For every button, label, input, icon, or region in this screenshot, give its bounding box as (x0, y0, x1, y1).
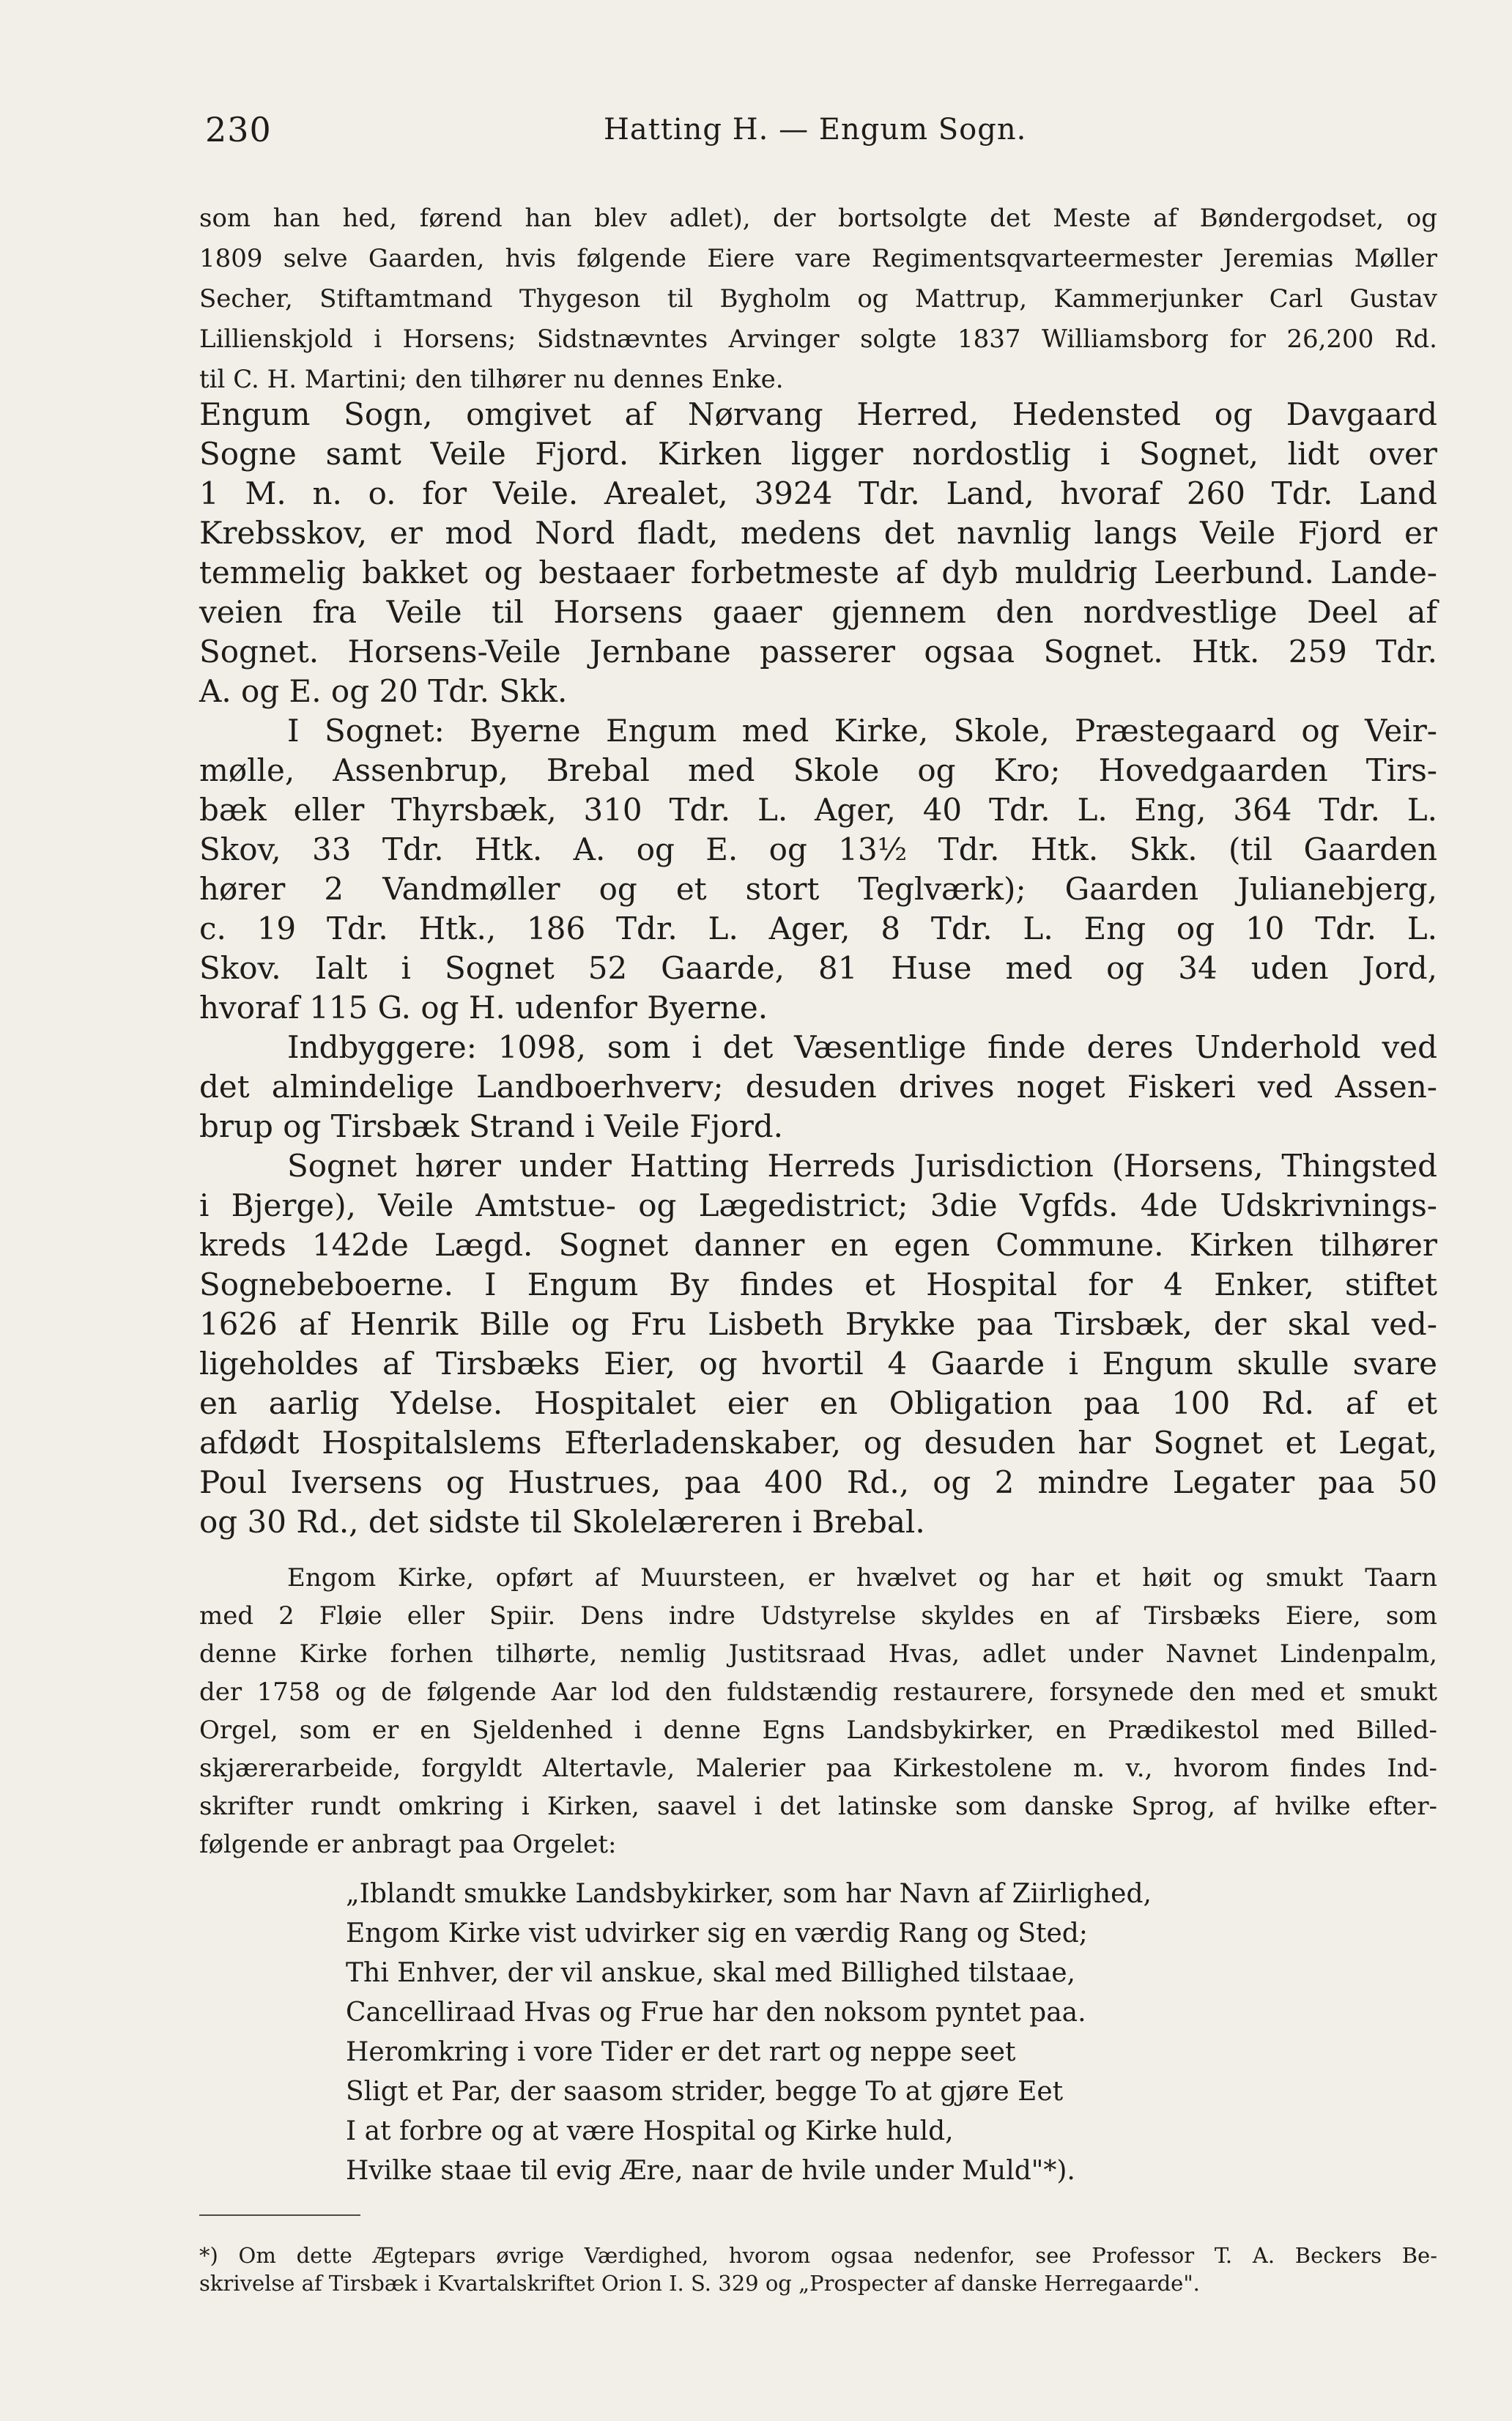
running-head: Hatting H. — Engum Sogn. (604, 113, 1027, 147)
text-line: Skov, 33 Tdr. Htk. A. og E. og 13½ Tdr. Htk. Skk. (til Gaarden (199, 831, 1437, 867)
text-line: der 1758 og de følgende Aar lod den fuldstændig restaurere, forsynede den med et smukt (199, 1677, 1437, 1707)
text-line: Orgel, som er en Sjeldenhed i denne Egns Landsbykirker, en Prædikestol med Billed- (199, 1716, 1437, 1745)
footnote-line: skrivelse af Tirsbæk i Kvartalskriftet Orion I. S. 329 og „Prospecter af danske Herregaarde". (199, 2271, 1200, 2296)
text-line: denne Kirke forhen tilhørte, nemlig Justitsraad Hvas, adlet under Navnet Lindenpalm, (199, 1639, 1437, 1669)
text-line: 1626 af Henrik Bille og Fru Lisbeth Brykke paa Tirsbæk, der skal ved- (199, 1306, 1437, 1342)
text-line: Engom Kirke, opført af Muursteen, er hvælvet og har et høit og smukt Taarn (287, 1563, 1437, 1593)
text-line: afdødt Hospitalslems Efterladenskaber, og desuden har Sognet et Legat, (199, 1425, 1437, 1461)
text-line: Skov. Ialt i Sognet 52 Gaarde, 81 Huse med og 34 uden Jord, (199, 950, 1437, 986)
text-line: det almindelige Landboerhverv; desuden drives noget Fiskeri ved Assen- (199, 1069, 1437, 1105)
text-line: Lillienskjold i Horsens; Sidstnævntes Arvinger solgte 1837 Williamsborg for 26,200 Rd. (199, 325, 1437, 354)
text-line: hører 2 Vandmøller og et stort Teglværk); Gaarden Julianebjerg, (199, 871, 1437, 907)
page-number: 230 (205, 110, 272, 149)
text-line: Sognebeboerne. I Engum By findes et Hospital for 4 Enker, stiftet (199, 1267, 1437, 1302)
text-line: skrifter rundt omkring i Kirken, saavel i det latinske som danske Sprog, af hvilke efter- (199, 1792, 1437, 1821)
poem-line: Thi Enhver, der vil anskue, skal med Billighed tilstaae, (346, 1958, 1075, 1988)
text-line: Sognet. Horsens-Veile Jernbane passerer ogsaa Sognet. Htk. 259 Tdr. (199, 634, 1437, 670)
section-heading-line: Engum Sogn, omgivet af Nørvang Herred, Hedensted og Davgaard (199, 396, 1437, 432)
text-line: og 30 Rd., det sidste til Skolelæreren i Brebal. (199, 1504, 925, 1540)
text-line: veien fra Veile til Horsens gaaer gjennem den nordvestlige Deel af (199, 594, 1437, 630)
text-line: c. 19 Tdr. Htk., 186 Tdr. L. Ager, 8 Tdr. L. Eng og 10 Tdr. L. (199, 911, 1437, 946)
poem-line: Heromkring i vore Tider er det rart og neppe seet (346, 2037, 1016, 2067)
text-line: hvoraf 115 G. og H. udenfor Byerne. (199, 990, 768, 1026)
poem-line: I at forbre og at være Hospital og Kirke huld, (346, 2116, 954, 2146)
text-line: bæk eller Thyrsbæk, 310 Tdr. L. Ager, 40 Tdr. L. Eng, 364 Tdr. L. (199, 792, 1437, 828)
text-line: Sogne samt Veile Fjord. Kirken ligger nordostlig i Sognet, lidt over (199, 436, 1437, 472)
text-line: 1809 selve Gaarden, hvis følgende Eiere vare Regimentsqvarteermester Jeremias Møller (199, 244, 1437, 273)
text-line: Secher, Stiftamtmand Thygeson til Bygholm og Mattrup, Kammerjunker Carl Gustav (199, 284, 1437, 314)
poem-line: Cancelliraad Hvas og Frue har den noksom pyntet paa. (346, 1998, 1086, 2028)
text-line: I Sognet: Byerne Engum med Kirke, Skole, Præstegaard og Veir- (287, 713, 1437, 749)
text-line: ligeholdes af Tirsbæks Eier, og hvortil 4 Gaarde i Engum skulle svare (199, 1346, 1437, 1382)
text-line: temmelig bakket og bestaaer forbetmeste af dyb muldrig Leerbund. Lande- (199, 555, 1437, 590)
text-line: Indbyggere: 1098, som i det Væsentlige finde deres Underhold ved (287, 1029, 1437, 1065)
text-line: A. og E. og 20 Tdr. Skk. (199, 673, 568, 709)
text-line: til C. H. Martini; den tilhører nu dennes Enke. (199, 365, 784, 394)
text-line: brup og Tirsbæk Strand i Veile Fjord. (199, 1108, 784, 1144)
poem-line: Hvilke staae til evig Ære, naar de hvile under Muld"*). (346, 2156, 1075, 2186)
text-line: skjærerarbeide, forgyldt Altertavle, Malerier paa Kirkestolene m. v., hvorom findes Ind- (199, 1754, 1437, 1783)
poem-line: „Iblandt smukke Landsbykirker, som har Navn af Ziirlighed, (346, 1879, 1152, 1909)
footnote-rule (199, 2214, 360, 2216)
text-line: Poul Iversens og Hustrues, paa 400 Rd., og 2 mindre Legater paa 50 (199, 1464, 1437, 1500)
text-line: Sognet hører under Hatting Herreds Jurisdiction (Horsens, Thingsted (287, 1148, 1437, 1184)
text-line: følgende er anbragt paa Orgelet: (199, 1830, 617, 1859)
text-line: 1 M. n. o. for Veile. Arealet, 3924 Tdr. Land, hvoraf 260 Tdr. Land (199, 475, 1437, 511)
text-line: mølle, Assenbrup, Brebal med Skole og Kro; Hovedgaarden Tirs- (199, 752, 1437, 788)
text-line: som han hed, førend han blev adlet), der bortsolgte det Meste af Bøndergodset, og (199, 204, 1437, 233)
text-line: i Bjerge), Veile Amtstue- og Lægedistrict; 3die Vgfds. 4de Udskrivnings- (199, 1187, 1437, 1223)
page-header (199, 110, 1445, 161)
poem-line: Sligt et Par, der saasom strider, begge To at gjøre Eet (346, 2077, 1064, 2107)
text-line: kreds 142de Lægd. Sognet danner en egen Commune. Kirken tilhører (199, 1227, 1437, 1263)
text-line: en aarlig Ydelse. Hospitalet eier en Obligation paa 100 Rd. af et (199, 1385, 1437, 1421)
footnote-line: *) Om dette Ægtepars øvrige Værdighed, hvorom ogsaa nedenfor, see Professor T. A. Beckers Be- (199, 2243, 1437, 2268)
poem-line: Engom Kirke vist udvirker sig en værdig Rang og Sted; (346, 1918, 1088, 1949)
text-line: Krebsskov, er mod Nord fladt, medens det navnlig langs Veile Fjord er (199, 515, 1437, 551)
text-line: med 2 Fløie eller Spiir. Dens indre Udstyrelse skyldes en af Tirsbæks Eiere, som (199, 1601, 1437, 1631)
